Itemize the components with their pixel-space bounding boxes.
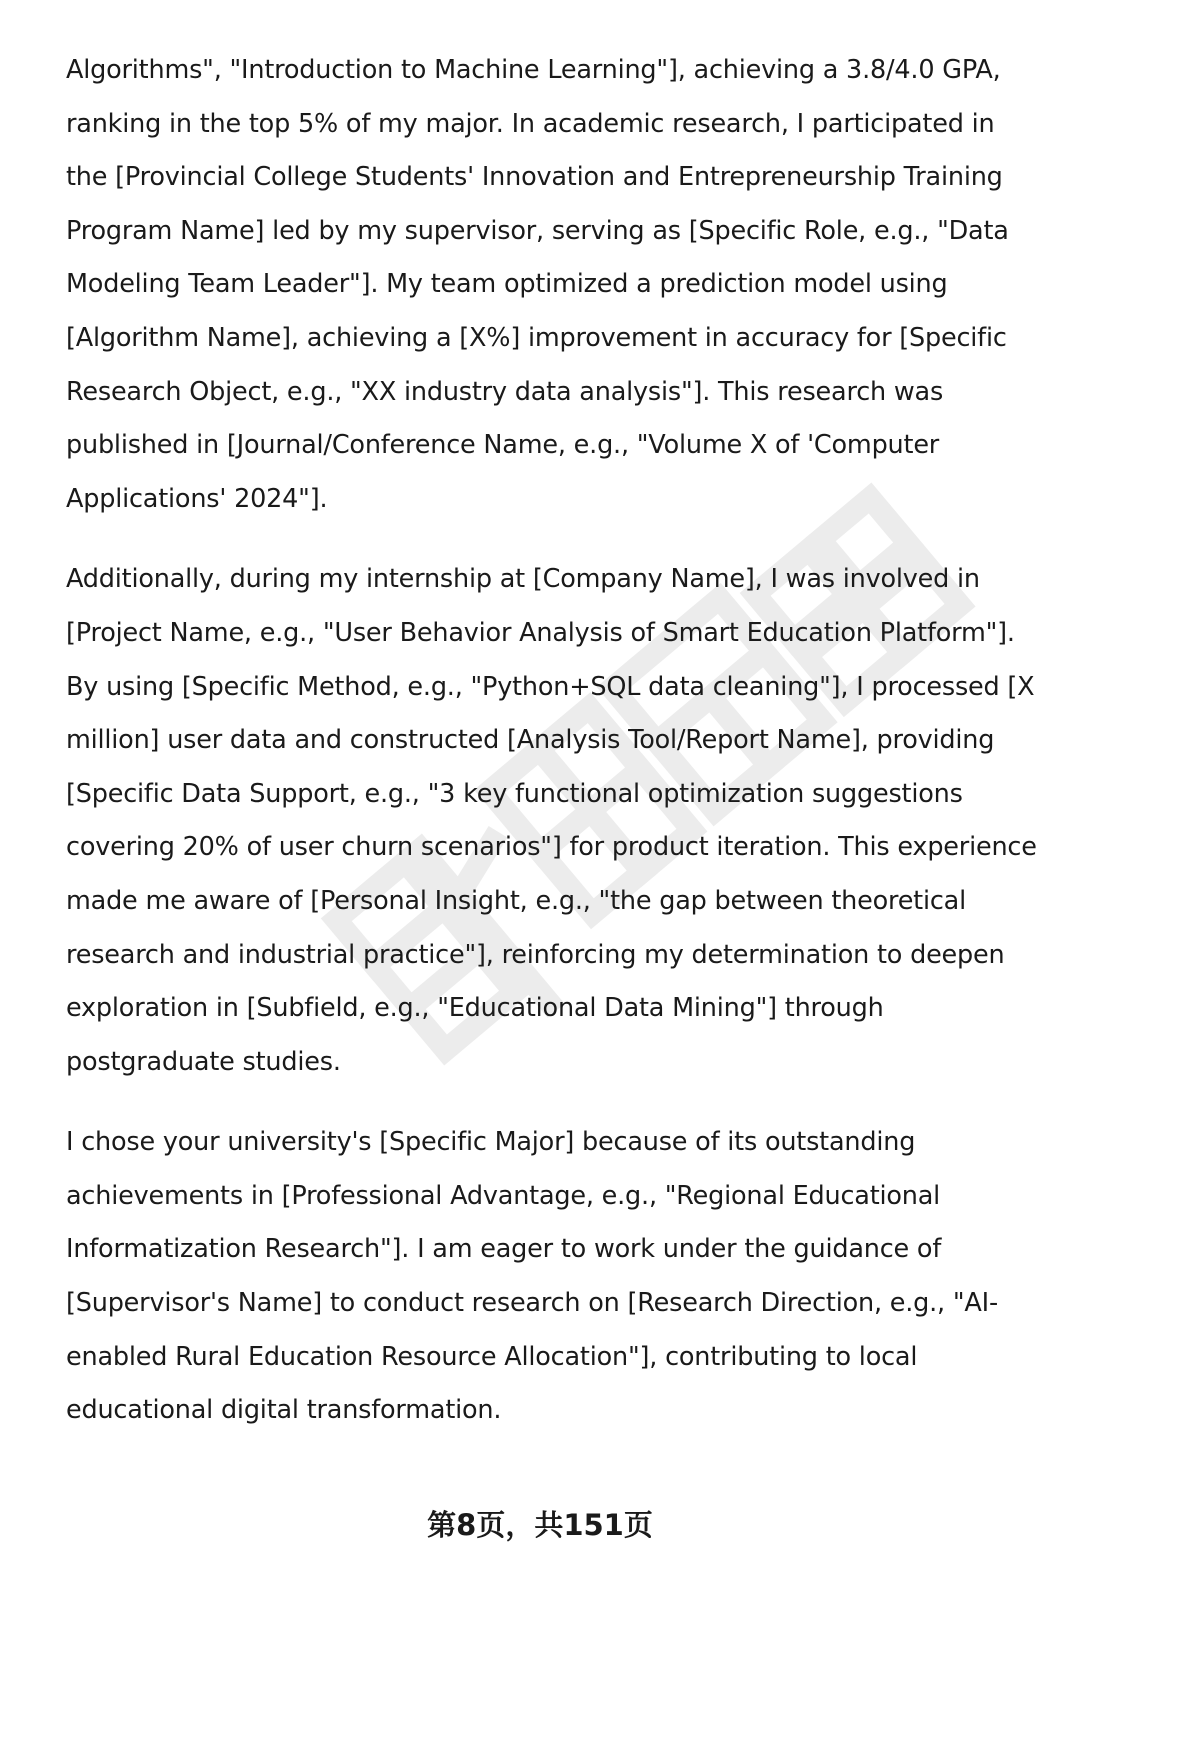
paragraph-academics: Algorithms", "Introduction to Machine Learning"], achieving a 3.8/4.0 GPA, ranking in the top 5% of my major. In academic research, I participated in the [Provincial College Students' Innovation and Entrepreneurship Training Program Name] led by my supervisor, serving as [Specific Role, e.g., "Data Modeling Team Leader"]. My team optimized a prediction model using [Algorithm Name], achieving a [X%] improvement in accuracy for [Specific Research Object, e.g., "XX industry data analysis"]. This research was published in [Journal/Conference Name, e.g., "Volume X of 'Computer Applications' 2024"]. xyxy=(66,55,1009,514)
paragraph-motivation: I chose your university's [Specific Major] because of its outstanding achievements in [Professional Advantage, e.g., "Regional Educational Informatization Research"]. I am eager to work under the guidance of [Supervisor's Name] to conduct research on [Research Direction, e.g., "AI-enabled Rural Education Resource Allocation"], contributing to local educational digital transformation. xyxy=(66,1127,998,1426)
document-body xyxy=(66,44,1041,1465)
paragraph-internship: Additionally, during my internship at [Company Name], I was involved in [Project Name, e.g., "User Behavior Analysis of Smart Education Platform"]. By using [Specific Method, e.g., "Python+SQL data cleaning"], I processed [X million] user data and constructed [Analysis Tool/Report Name], providing [Specific Data Support, e.g., "3 key functional optimization suggestions covering 20% of user churn scenarios"] for product iteration. This experience made me aware of [Personal Insight, e.g., "the gap between theoretical research and industrial practice"], reinforcing my determination to deepen exploration in [Subfield, e.g., "Educational Data Mining"] through postgraduate studies. xyxy=(66,564,1037,1077)
page-number: 第8页，共151页 xyxy=(427,1508,653,1542)
